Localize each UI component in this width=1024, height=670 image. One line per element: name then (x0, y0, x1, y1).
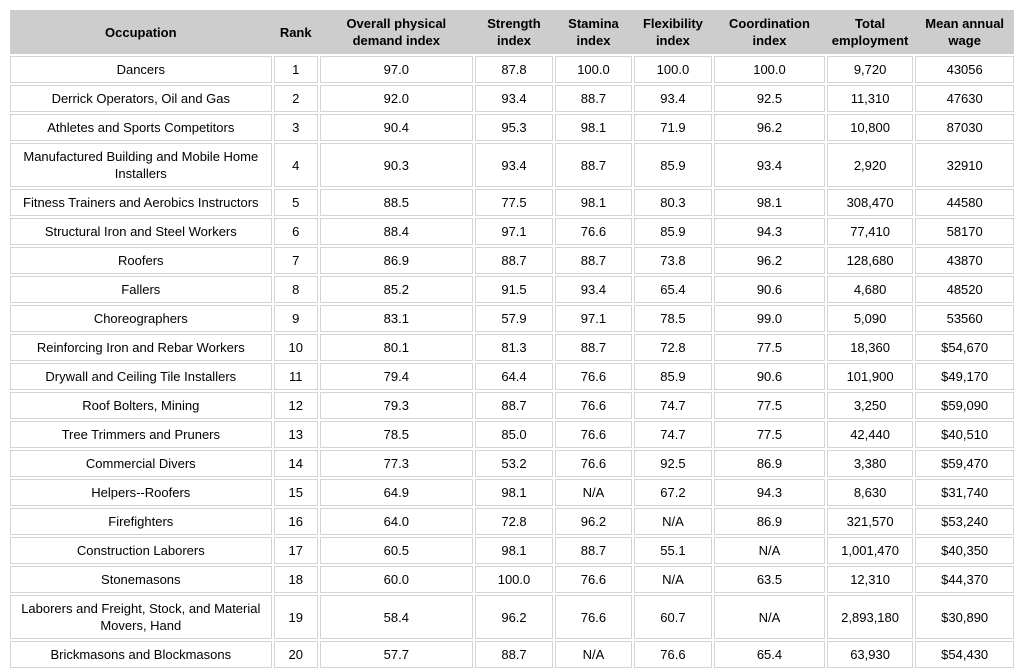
cell-flexibility-index: 80.3 (634, 189, 712, 216)
cell-coordination-index: N/A (714, 537, 825, 564)
cell-rank: 20 (274, 641, 318, 668)
table-row (10, 566, 1014, 593)
cell-strength-index: 77.5 (475, 189, 553, 216)
cell-rank: 14 (274, 450, 318, 477)
cell-rank: 16 (274, 508, 318, 535)
cell-rank: 18 (274, 566, 318, 593)
table-row (10, 450, 1014, 477)
table-row (10, 421, 1014, 448)
cell-mean-annual-wage: 47630 (915, 85, 1014, 112)
cell-total-employment: 4,680 (827, 276, 914, 303)
cell-flexibility-index: 73.8 (634, 247, 712, 274)
cell-overall-physical-demand-index: 97.0 (320, 56, 473, 83)
column-header-rank: Rank (274, 10, 318, 54)
cell-coordination-index: 90.6 (714, 363, 825, 390)
cell-occupation: Derrick Operators, Oil and Gas (10, 85, 272, 112)
cell-occupation: Choreographers (10, 305, 272, 332)
cell-strength-index: 57.9 (475, 305, 553, 332)
table-row (10, 189, 1014, 216)
cell-total-employment: 308,470 (827, 189, 914, 216)
cell-flexibility-index: 92.5 (634, 450, 712, 477)
cell-occupation: Fallers (10, 276, 272, 303)
cell-coordination-index: 94.3 (714, 218, 825, 245)
cell-overall-physical-demand-index: 88.4 (320, 218, 473, 245)
cell-total-employment: 42,440 (827, 421, 914, 448)
cell-total-employment: 101,900 (827, 363, 914, 390)
cell-coordination-index: 92.5 (714, 85, 825, 112)
cell-mean-annual-wage: $40,350 (915, 537, 1014, 564)
cell-rank: 2 (274, 85, 318, 112)
cell-coordination-index: 94.3 (714, 479, 825, 506)
cell-strength-index: 88.7 (475, 392, 553, 419)
cell-stamina-index: N/A (555, 641, 631, 668)
cell-overall-physical-demand-index: 80.1 (320, 334, 473, 361)
cell-overall-physical-demand-index: 92.0 (320, 85, 473, 112)
cell-strength-index: 53.2 (475, 450, 553, 477)
column-header-coordination-index: Coordination index (714, 10, 825, 54)
column-header-occupation: Occupation (10, 10, 272, 54)
cell-total-employment: 128,680 (827, 247, 914, 274)
cell-mean-annual-wage: $44,370 (915, 566, 1014, 593)
cell-coordination-index: 63.5 (714, 566, 825, 593)
cell-overall-physical-demand-index: 77.3 (320, 450, 473, 477)
table-body (10, 56, 1014, 668)
cell-total-employment: 11,310 (827, 85, 914, 112)
cell-coordination-index: 100.0 (714, 56, 825, 83)
cell-occupation: Stonemasons (10, 566, 272, 593)
cell-rank: 4 (274, 143, 318, 187)
cell-mean-annual-wage: $31,740 (915, 479, 1014, 506)
cell-strength-index: 87.8 (475, 56, 553, 83)
cell-strength-index: 95.3 (475, 114, 553, 141)
cell-strength-index: 100.0 (475, 566, 553, 593)
cell-stamina-index: 76.6 (555, 566, 631, 593)
table-row (10, 305, 1014, 332)
cell-coordination-index: 93.4 (714, 143, 825, 187)
table-row (10, 276, 1014, 303)
cell-occupation: Reinforcing Iron and Rebar Workers (10, 334, 272, 361)
cell-coordination-index: 86.9 (714, 450, 825, 477)
cell-total-employment: 1,001,470 (827, 537, 914, 564)
cell-mean-annual-wage: $59,090 (915, 392, 1014, 419)
cell-occupation: Fitness Trainers and Aerobics Instructors (10, 189, 272, 216)
cell-total-employment: 3,380 (827, 450, 914, 477)
cell-mean-annual-wage: 48520 (915, 276, 1014, 303)
cell-occupation: Commercial Divers (10, 450, 272, 477)
cell-total-employment: 8,630 (827, 479, 914, 506)
table-row (10, 114, 1014, 141)
cell-flexibility-index: 74.7 (634, 421, 712, 448)
cell-stamina-index: 76.6 (555, 421, 631, 448)
cell-total-employment: 321,570 (827, 508, 914, 535)
cell-overall-physical-demand-index: 79.3 (320, 392, 473, 419)
cell-occupation: Athletes and Sports Competitors (10, 114, 272, 141)
table-row (10, 479, 1014, 506)
cell-flexibility-index: 85.9 (634, 143, 712, 187)
cell-stamina-index: 88.7 (555, 143, 631, 187)
cell-total-employment: 18,360 (827, 334, 914, 361)
cell-strength-index: 98.1 (475, 479, 553, 506)
cell-rank: 11 (274, 363, 318, 390)
cell-flexibility-index: 85.9 (634, 218, 712, 245)
cell-occupation: Structural Iron and Steel Workers (10, 218, 272, 245)
cell-occupation: Roof Bolters, Mining (10, 392, 272, 419)
cell-overall-physical-demand-index: 60.5 (320, 537, 473, 564)
table-row (10, 334, 1014, 361)
cell-stamina-index: 96.2 (555, 508, 631, 535)
table-row (10, 247, 1014, 274)
cell-stamina-index: 98.1 (555, 114, 631, 141)
cell-flexibility-index: 67.2 (634, 479, 712, 506)
cell-occupation: Construction Laborers (10, 537, 272, 564)
cell-total-employment: 9,720 (827, 56, 914, 83)
cell-overall-physical-demand-index: 90.4 (320, 114, 473, 141)
cell-total-employment: 2,893,180 (827, 595, 914, 639)
cell-flexibility-index: 55.1 (634, 537, 712, 564)
cell-coordination-index: N/A (714, 595, 825, 639)
cell-mean-annual-wage: $40,510 (915, 421, 1014, 448)
cell-flexibility-index: 93.4 (634, 85, 712, 112)
cell-total-employment: 63,930 (827, 641, 914, 668)
cell-strength-index: 88.7 (475, 641, 553, 668)
cell-total-employment: 12,310 (827, 566, 914, 593)
cell-mean-annual-wage: 87030 (915, 114, 1014, 141)
cell-overall-physical-demand-index: 79.4 (320, 363, 473, 390)
cell-total-employment: 77,410 (827, 218, 914, 245)
cell-stamina-index: 76.6 (555, 392, 631, 419)
column-header-total-employment: Total employment (827, 10, 914, 54)
cell-stamina-index: 76.6 (555, 363, 631, 390)
cell-overall-physical-demand-index: 78.5 (320, 421, 473, 448)
cell-mean-annual-wage: $59,470 (915, 450, 1014, 477)
cell-overall-physical-demand-index: 58.4 (320, 595, 473, 639)
cell-occupation: Tree Trimmers and Pruners (10, 421, 272, 448)
cell-coordination-index: 77.5 (714, 421, 825, 448)
cell-coordination-index: 90.6 (714, 276, 825, 303)
cell-flexibility-index: 65.4 (634, 276, 712, 303)
cell-overall-physical-demand-index: 86.9 (320, 247, 473, 274)
cell-flexibility-index: 72.8 (634, 334, 712, 361)
cell-stamina-index: 76.6 (555, 218, 631, 245)
cell-mean-annual-wage: $49,170 (915, 363, 1014, 390)
cell-mean-annual-wage: 43870 (915, 247, 1014, 274)
cell-strength-index: 91.5 (475, 276, 553, 303)
cell-flexibility-index: 85.9 (634, 363, 712, 390)
cell-occupation: Dancers (10, 56, 272, 83)
cell-stamina-index: 97.1 (555, 305, 631, 332)
table-row (10, 508, 1014, 535)
table-row (10, 218, 1014, 245)
cell-stamina-index: 100.0 (555, 56, 631, 83)
cell-coordination-index: 65.4 (714, 641, 825, 668)
cell-rank: 12 (274, 392, 318, 419)
cell-occupation: Roofers (10, 247, 272, 274)
cell-rank: 19 (274, 595, 318, 639)
cell-rank: 6 (274, 218, 318, 245)
cell-stamina-index: N/A (555, 479, 631, 506)
cell-mean-annual-wage: $54,430 (915, 641, 1014, 668)
cell-coordination-index: 77.5 (714, 392, 825, 419)
header-row (10, 10, 1014, 54)
cell-rank: 3 (274, 114, 318, 141)
table-row (10, 641, 1014, 668)
cell-overall-physical-demand-index: 88.5 (320, 189, 473, 216)
cell-overall-physical-demand-index: 85.2 (320, 276, 473, 303)
cell-rank: 15 (274, 479, 318, 506)
cell-stamina-index: 88.7 (555, 247, 631, 274)
cell-total-employment: 3,250 (827, 392, 914, 419)
cell-stamina-index: 88.7 (555, 85, 631, 112)
cell-overall-physical-demand-index: 90.3 (320, 143, 473, 187)
cell-mean-annual-wage: $53,240 (915, 508, 1014, 535)
cell-overall-physical-demand-index: 64.0 (320, 508, 473, 535)
cell-strength-index: 93.4 (475, 85, 553, 112)
cell-stamina-index: 88.7 (555, 537, 631, 564)
cell-flexibility-index: 74.7 (634, 392, 712, 419)
table-row (10, 595, 1014, 639)
cell-mean-annual-wage: 43056 (915, 56, 1014, 83)
cell-strength-index: 64.4 (475, 363, 553, 390)
cell-flexibility-index: 78.5 (634, 305, 712, 332)
cell-coordination-index: 77.5 (714, 334, 825, 361)
cell-occupation: Brickmasons and Blockmasons (10, 641, 272, 668)
cell-stamina-index: 93.4 (555, 276, 631, 303)
cell-strength-index: 97.1 (475, 218, 553, 245)
cell-occupation: Helpers--Roofers (10, 479, 272, 506)
column-header-flexibility-index: Flexibility index (634, 10, 712, 54)
cell-flexibility-index: 76.6 (634, 641, 712, 668)
cell-overall-physical-demand-index: 64.9 (320, 479, 473, 506)
cell-strength-index: 96.2 (475, 595, 553, 639)
cell-total-employment: 2,920 (827, 143, 914, 187)
cell-occupation: Manufactured Building and Mobile Home Installers (10, 143, 272, 187)
cell-rank: 8 (274, 276, 318, 303)
cell-rank: 10 (274, 334, 318, 361)
cell-strength-index: 72.8 (475, 508, 553, 535)
cell-flexibility-index: 100.0 (634, 56, 712, 83)
column-header-stamina-index: Stamina index (555, 10, 631, 54)
cell-stamina-index: 76.6 (555, 450, 631, 477)
cell-occupation: Drywall and Ceiling Tile Installers (10, 363, 272, 390)
table-row (10, 143, 1014, 187)
cell-rank: 9 (274, 305, 318, 332)
cell-occupation: Laborers and Freight, Stock, and Material Movers, Hand (10, 595, 272, 639)
cell-rank: 17 (274, 537, 318, 564)
cell-mean-annual-wage: 44580 (915, 189, 1014, 216)
cell-mean-annual-wage: 53560 (915, 305, 1014, 332)
cell-strength-index: 85.0 (475, 421, 553, 448)
table-header (10, 10, 1014, 54)
cell-mean-annual-wage: 58170 (915, 218, 1014, 245)
table-row (10, 392, 1014, 419)
table-row (10, 537, 1014, 564)
cell-rank: 13 (274, 421, 318, 448)
cell-total-employment: 10,800 (827, 114, 914, 141)
cell-rank: 7 (274, 247, 318, 274)
cell-flexibility-index: N/A (634, 508, 712, 535)
column-header-strength-index: Strength index (475, 10, 553, 54)
cell-coordination-index: 96.2 (714, 114, 825, 141)
cell-mean-annual-wage: $30,890 (915, 595, 1014, 639)
cell-occupation: Firefighters (10, 508, 272, 535)
cell-mean-annual-wage: $54,670 (915, 334, 1014, 361)
column-header-mean-annual-wage: Mean annual wage (915, 10, 1014, 54)
table-row (10, 363, 1014, 390)
table-row (10, 85, 1014, 112)
cell-rank: 5 (274, 189, 318, 216)
cell-flexibility-index: N/A (634, 566, 712, 593)
cell-overall-physical-demand-index: 57.7 (320, 641, 473, 668)
cell-stamina-index: 88.7 (555, 334, 631, 361)
cell-coordination-index: 86.9 (714, 508, 825, 535)
cell-strength-index: 98.1 (475, 537, 553, 564)
cell-strength-index: 88.7 (475, 247, 553, 274)
cell-stamina-index: 76.6 (555, 595, 631, 639)
cell-flexibility-index: 71.9 (634, 114, 712, 141)
cell-coordination-index: 99.0 (714, 305, 825, 332)
table-row (10, 56, 1014, 83)
column-header-overall-physical-demand-index: Overall physical demand index (320, 10, 473, 54)
cell-strength-index: 93.4 (475, 143, 553, 187)
cell-rank: 1 (274, 56, 318, 83)
cell-overall-physical-demand-index: 83.1 (320, 305, 473, 332)
cell-stamina-index: 98.1 (555, 189, 631, 216)
cell-mean-annual-wage: 32910 (915, 143, 1014, 187)
cell-flexibility-index: 60.7 (634, 595, 712, 639)
cell-coordination-index: 98.1 (714, 189, 825, 216)
cell-total-employment: 5,090 (827, 305, 914, 332)
cell-overall-physical-demand-index: 60.0 (320, 566, 473, 593)
cell-strength-index: 81.3 (475, 334, 553, 361)
physical-demand-index-table (8, 8, 1016, 670)
cell-coordination-index: 96.2 (714, 247, 825, 274)
